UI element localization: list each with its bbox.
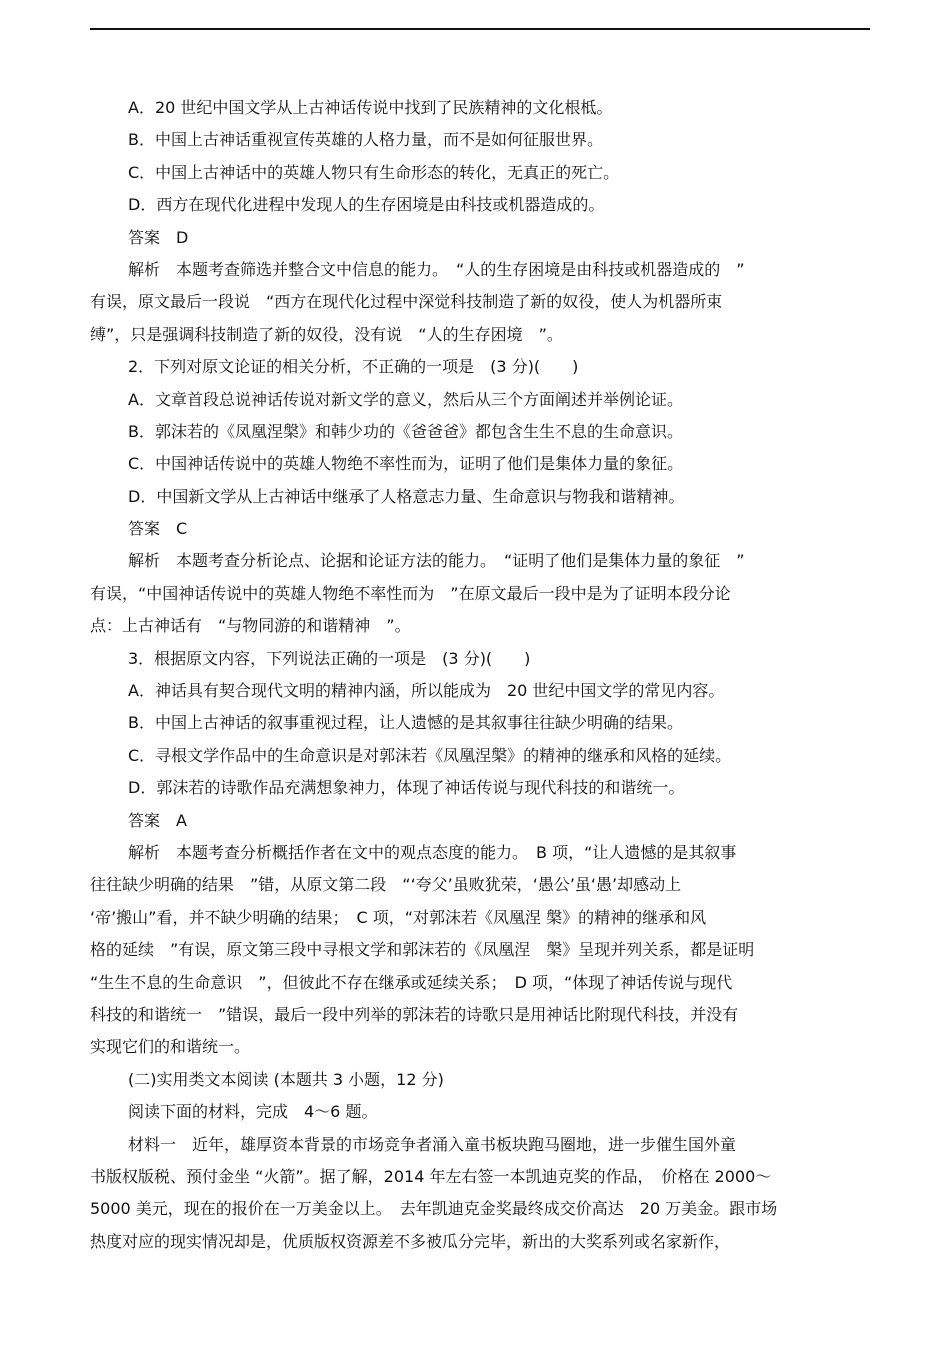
text-line: 答案 D — [128, 227, 189, 247]
text-line: A．神话具有契合现代文明的精神内涵，所以能成为 20 世纪中国文学的常见内容。 — [128, 681, 725, 701]
text-line: B．中国上古神话的叙事重视过程，让人遗憾的是其叙事往往缺少明确的结果。 — [128, 713, 683, 733]
document-body — [90, 92, 870, 1258]
text-line: D．西方在现代化进程中发现人的生存困境是由科技或机器造成的。 — [128, 195, 605, 215]
text-line: 解析 本题考查分析论点、论据和论证方法的能力。 “证明了他们是集体力量的象征 ” — [128, 551, 745, 571]
text-line: 缚”，只是强调科技制造了新的奴役，没有说 “人的生存困境 ”。 — [90, 324, 563, 344]
text-line: 解析 本题考查分析概括作者在文中的观点态度的能力。 B 项，“让人遗憾的是其叙事 — [128, 842, 737, 862]
text-line: B．郭沫若的《凤凰涅槃》和韩少功的《爸爸爸》都包含生生不息的生命意识。 — [128, 421, 683, 441]
text-line: 答案 A — [128, 810, 187, 830]
text-line: 书版权版税、预付金坐 “火箭”。据了解，2014 年左右签一本凯迪克奖的作品， 价格在 2000～ — [90, 1166, 772, 1186]
text-line: D．郭沫若的诗歌作品充满想象神力，体现了神话传说与现代科技的和谐统一。 — [128, 778, 685, 798]
text-line: 材料一 近年，雄厚资本背景的市场竞争者涌入童书板块跑马圈地，进一步催生国外童 — [128, 1134, 737, 1154]
text-line: 2．下列对原文论证的相关分析，不正确的一项是 (3 分)( ) — [128, 357, 579, 377]
text-line: 点：上古神话有 “与物同游的和谐精神 ”。 — [90, 616, 411, 636]
text-line: 阅读下面的材料，完成 4～6 题。 — [128, 1102, 378, 1122]
text-line: 3．根据原文内容，下列说法正确的一项是 (3 分)( ) — [128, 648, 531, 668]
text-line: C．寻根文学作品中的生命意识是对郭沫若《凤凰涅槃》的精神的继承和风格的延续。 — [128, 745, 732, 765]
text-line: 有误，“中国神话传说中的英雄人物绝不率性而为 ”在原文最后一段中是为了证明本段分论 — [90, 583, 731, 603]
text-line: 实现它们的和谐统一。 — [90, 1037, 251, 1057]
text-line: 往往缺少明确的结果 ”错，从原文第二段 “‘夸父’虽败犹荣，‘愚公’虽‘愚’却感动上 — [90, 875, 682, 895]
text-line: ‘帝’搬山”看，并不缺少明确的结果； C 项，“对郭沫若《凤凰涅 槃》的精神的继承和风 — [90, 907, 707, 927]
text-line: C．中国上古神话中的英雄人物只有生命形态的转化，无真正的死亡。 — [128, 162, 620, 182]
text-line: 解析 本题考查筛选并整合文中信息的能力。 “人的生存困境是由科技或机器造成的 ” — [128, 259, 745, 279]
text-line: A．文章首段总说神话传说对新文学的意义，然后从三个方面阐述并举例论证。 — [128, 389, 683, 409]
text-line: B．中国上古神话重视宣传英雄的人格力量，而不是如何征服世界。 — [128, 130, 603, 150]
text-line: 有误，原文最后一段说 “西方在现代化过程中深觉科技制造了新的奴役，使人为机器所束 — [90, 292, 723, 312]
text-line: D．中国新文学从上古神话中继承了人格意志力量、生命意识与物我和谐精神。 — [128, 486, 685, 506]
text-line: (二)实用类文本阅读 (本题共 3 小题，12 分) — [128, 1069, 444, 1089]
text-line: 格的延续 ”有误，原文第三段中寻根文学和郭沫若的《凤凰涅 槃》呈现并列关系，都是证明 — [90, 940, 755, 960]
text-line: A．20 世纪中国文学从上古神话传说中找到了民族精神的文化根柢。 — [128, 98, 613, 117]
header-rule — [90, 28, 870, 30]
text-line: C．中国神话传说中的英雄人物绝不率性而为，证明了他们是集体力量的象征。 — [128, 454, 684, 474]
text-line: 答案 C — [128, 519, 188, 539]
text-line: 科技的和谐统一 ”错误，最后一段中列举的郭沫若的诗歌只是用神话比附现代科技，并没有 — [90, 1004, 739, 1024]
text-line: 热度对应的现实情况却是，优质版权资源差不多被瓜分完毕，新出的大奖系列或名家新作， — [90, 1231, 731, 1251]
text-line: “生生不息的生命意识 ”，但彼此不存在继承或延续关系； D 项，“体现了神话传说与现代 — [90, 972, 733, 992]
text-line: 5000 美元，现在的报价在一万美金以上。 去年凯迪克金奖最终成交价高达 20 万美金。跟市场 — [90, 1199, 778, 1219]
